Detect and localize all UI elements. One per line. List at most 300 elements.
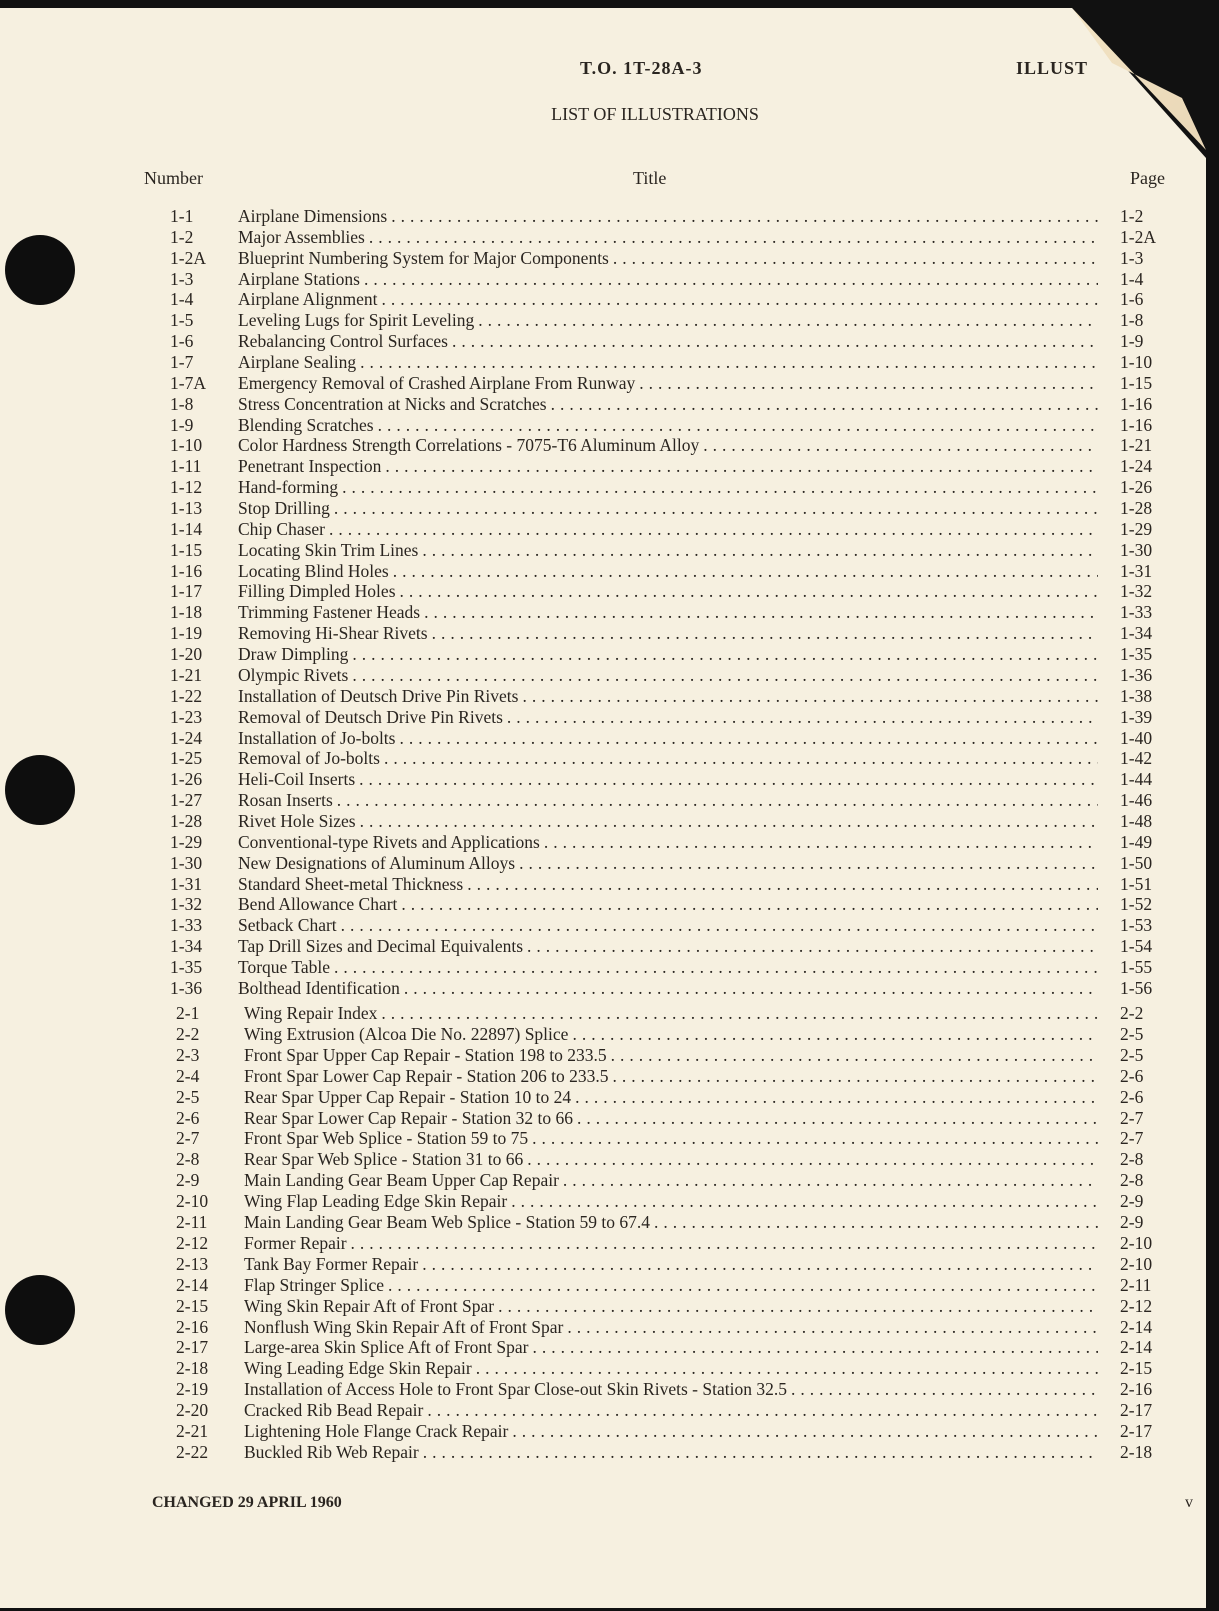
- figure-number: 1-16: [170, 560, 203, 581]
- figure-title: Front Spar Upper Cap Repair - Station 198 to 233.5: [244, 1044, 607, 1065]
- column-header-title: Title: [633, 168, 667, 188]
- figure-page: 1-55: [1120, 956, 1153, 977]
- figure-number: 1-3: [170, 268, 194, 289]
- figure-number: 1-25: [170, 748, 203, 769]
- figure-number: 1-23: [170, 706, 203, 727]
- figure-page: 2-7: [1120, 1128, 1144, 1149]
- figure-title: Rivet Hole Sizes: [238, 810, 356, 831]
- figure-page: 1-40: [1120, 727, 1153, 748]
- list-item: [176, 1296, 1170, 1317]
- list-item: [176, 1379, 1170, 1400]
- list-item: [176, 1233, 1170, 1254]
- figure-page: 1-50: [1120, 852, 1153, 873]
- leader-dots: [427, 1400, 1098, 1421]
- list-item: [170, 602, 1170, 623]
- figure-page: 1-15: [1120, 372, 1153, 393]
- figure-page: 1-42: [1120, 748, 1153, 769]
- figure-title: Rear Spar Lower Cap Repair - Station 32 to 66: [244, 1107, 574, 1128]
- figure-title: Torque Table: [238, 956, 330, 977]
- leader-dots: [422, 1254, 1098, 1275]
- list-item: [170, 874, 1170, 895]
- figure-number: 1-36: [170, 977, 203, 998]
- figure-page: 1-48: [1120, 810, 1153, 831]
- figure-page: 2-16: [1120, 1379, 1153, 1400]
- figure-title: Tap Drill Sizes and Decimal Equivalents: [238, 936, 524, 957]
- leader-dots: [527, 936, 1098, 957]
- list-item: [170, 289, 1170, 310]
- leader-dots: [360, 352, 1098, 373]
- list-item: [170, 915, 1170, 936]
- figure-number: 2-5: [176, 1086, 200, 1107]
- figure-title: Large-area Skin Splice Aft of Front Spar: [244, 1337, 529, 1358]
- list-item: [170, 456, 1170, 477]
- figure-number: 1-28: [170, 810, 203, 831]
- list-item: [170, 227, 1170, 248]
- figure-number: 2-11: [176, 1212, 208, 1232]
- figure-title: Trimming Fastener Heads: [238, 602, 421, 623]
- leader-dots: [498, 1296, 1098, 1317]
- leader-dots: [352, 644, 1098, 665]
- figure-title: Airplane Sealing: [238, 352, 357, 373]
- figure-number: 2-7: [176, 1128, 200, 1149]
- list-item: [176, 1400, 1170, 1421]
- figure-number: 1-2: [170, 226, 194, 247]
- figure-page: 1-38: [1120, 685, 1153, 706]
- leader-dots: [511, 1191, 1098, 1212]
- figure-title: Removal of Deutsch Drive Pin Rivets: [238, 706, 503, 727]
- figure-page: 1-9: [1120, 331, 1144, 352]
- figure-page: 1-46: [1120, 790, 1153, 811]
- leader-dots: [401, 894, 1098, 915]
- list-item: [176, 1108, 1170, 1129]
- figure-number: 1-29: [170, 831, 203, 852]
- figure-page: 1-35: [1120, 644, 1153, 665]
- figure-title: Locating Blind Holes: [238, 560, 389, 581]
- figure-number: 1-34: [170, 936, 203, 957]
- figure-number: 2-6: [176, 1107, 200, 1128]
- leader-dots: [369, 227, 1098, 248]
- leader-dots: [334, 957, 1098, 978]
- figure-number: 2-8: [176, 1149, 200, 1170]
- figure-number: 2-13: [176, 1253, 209, 1274]
- figure-title: Cracked Rib Bead Repair: [244, 1400, 424, 1421]
- figure-page: 2-15: [1120, 1358, 1153, 1379]
- figure-page: 1-24: [1120, 456, 1153, 477]
- list-item: [170, 623, 1170, 644]
- figure-page: 2-17: [1120, 1421, 1153, 1441]
- leader-dots: [654, 1212, 1098, 1233]
- leader-dots: [563, 1170, 1098, 1191]
- figure-title: Chip Chaser: [238, 518, 326, 539]
- leader-dots: [467, 874, 1098, 895]
- column-header-page: Page: [1130, 168, 1165, 188]
- list-item: [176, 1191, 1170, 1212]
- figure-page: 1-3: [1120, 247, 1144, 268]
- figure-page: 1-36: [1120, 664, 1153, 685]
- figure-title: Tank Bay Former Repair: [244, 1253, 419, 1274]
- change-note: CHANGED 29 APRIL 1960: [152, 1494, 342, 1511]
- leader-dots: [360, 811, 1098, 832]
- figure-page: 2-9: [1120, 1212, 1144, 1232]
- list-item: [170, 978, 1170, 999]
- figure-number: 2-2: [176, 1023, 200, 1044]
- leader-dots: [611, 1045, 1098, 1066]
- list-item: [170, 894, 1170, 915]
- figure-number: 1-33: [170, 915, 203, 936]
- figure-title: Removing Hi-Shear Rivets: [238, 623, 428, 644]
- list-item: [170, 435, 1170, 456]
- figure-title: Penetrant Inspection: [238, 456, 382, 477]
- list-item: [170, 853, 1170, 874]
- figure-title: Lightening Hole Flange Crack Repair: [244, 1421, 509, 1441]
- figure-title: Stress Concentration at Nicks and Scratches: [238, 393, 547, 414]
- figure-page: 1-56: [1120, 977, 1153, 998]
- leader-dots: [551, 394, 1098, 415]
- figure-page: 1-31: [1120, 560, 1153, 581]
- figure-title: Buckled Rib Web Repair: [244, 1441, 419, 1462]
- figure-title: Rear Spar Upper Cap Repair - Station 10 to 24: [244, 1086, 572, 1107]
- figure-number: 2-17: [176, 1337, 209, 1358]
- figure-page: 1-51: [1120, 873, 1153, 894]
- figure-title: Installation of Access Hole to Front Spar Close-out Skin Rivets - Station 32.5: [244, 1379, 787, 1400]
- list-item: [170, 707, 1170, 728]
- figure-title: Wing Leading Edge Skin Repair: [244, 1358, 472, 1379]
- figure-title: Former Repair: [244, 1232, 347, 1253]
- leader-dots: [381, 1003, 1098, 1024]
- figure-page: 1-34: [1120, 623, 1153, 644]
- leader-dots: [329, 519, 1098, 540]
- leader-dots: [384, 748, 1098, 769]
- figure-page: 1-39: [1120, 706, 1153, 727]
- figure-page: 1-2: [1120, 206, 1144, 226]
- list-item: [176, 1275, 1170, 1296]
- list-item: [170, 498, 1170, 519]
- list-item: [170, 394, 1170, 415]
- figure-page: 1-49: [1120, 831, 1153, 852]
- doc-number: T.O. 1T-28A-3: [580, 58, 703, 78]
- figure-title: Filling Dimpled Holes: [238, 581, 396, 602]
- figure-page: 2-7: [1120, 1107, 1144, 1128]
- leader-dots: [512, 1421, 1098, 1442]
- leader-dots: [519, 853, 1098, 874]
- figure-page: 1-44: [1120, 769, 1153, 790]
- figure-page: 2-14: [1120, 1316, 1153, 1337]
- figure-number: 2-12: [176, 1232, 209, 1253]
- list-item: [176, 1358, 1170, 1379]
- figure-title: Rebalancing Control Surfaces: [238, 331, 448, 352]
- figure-number: 1-5: [170, 310, 194, 331]
- figure-number: 1-30: [170, 852, 203, 873]
- leader-dots: [399, 728, 1098, 749]
- list-item: [170, 331, 1170, 352]
- figure-number: 1-6: [170, 331, 194, 352]
- figure-title: Main Landing Gear Beam Upper Cap Repair: [244, 1170, 559, 1191]
- list-item: [176, 1003, 1170, 1024]
- leader-dots: [341, 915, 1098, 936]
- figure-title: Nonflush Wing Skin Repair Aft of Front Spar: [244, 1316, 564, 1337]
- figure-number: 1-22: [170, 685, 203, 706]
- figure-number: 2-3: [176, 1044, 200, 1065]
- figure-title: Wing Flap Leading Edge Skin Repair: [244, 1191, 508, 1212]
- list-item: [176, 1149, 1170, 1170]
- list-item: [176, 1170, 1170, 1191]
- figure-title: Rear Spar Web Splice - Station 31 to 66: [244, 1149, 524, 1170]
- list-item: [170, 769, 1170, 790]
- figure-number: 1-14: [170, 518, 203, 539]
- figure-number: 1-18: [170, 602, 203, 623]
- list-item: [170, 644, 1170, 665]
- figure-page: 2-6: [1120, 1086, 1144, 1107]
- page-title: LIST OF ILLUSTRATIONS: [551, 104, 759, 124]
- figure-title: Draw Dimpling: [238, 644, 349, 665]
- figure-number: 2-14: [176, 1274, 209, 1295]
- leader-dots: [791, 1379, 1098, 1400]
- figure-number: 1-9: [170, 414, 194, 435]
- figure-page: 1-32: [1120, 581, 1153, 602]
- list-item: [176, 1254, 1170, 1275]
- figure-number: 1-2A: [170, 247, 206, 268]
- list-item: [170, 269, 1170, 290]
- list-item: [170, 790, 1170, 811]
- list-item: [176, 1337, 1170, 1358]
- punch-hole: [5, 235, 75, 305]
- leader-dots: [527, 1149, 1098, 1170]
- leader-dots: [532, 1128, 1098, 1149]
- list-item: [170, 665, 1170, 686]
- leader-dots: [703, 435, 1098, 456]
- figure-title: Stop Drilling: [238, 498, 330, 519]
- figure-title: Installation of Deutsch Drive Pin Rivets: [238, 685, 519, 706]
- list-item: [170, 748, 1170, 769]
- leader-dots: [613, 248, 1098, 269]
- figure-number: 1-20: [170, 644, 203, 665]
- figure-number: 1-1: [170, 206, 194, 226]
- figure-number: 1-19: [170, 623, 203, 644]
- figure-title: Main Landing Gear Beam Web Splice - Station 59 to 67.4: [244, 1212, 651, 1232]
- figure-number: 2-10: [176, 1191, 209, 1212]
- figure-title: Locating Skin Trim Lines: [238, 539, 419, 560]
- list-item: [170, 477, 1170, 498]
- figure-page: 1-54: [1120, 936, 1153, 957]
- leader-dots: [334, 498, 1098, 519]
- list-item: [176, 1421, 1170, 1442]
- leader-dots: [404, 978, 1098, 999]
- list-item: [170, 540, 1170, 561]
- list-item: [176, 1087, 1170, 1108]
- punch-hole: [5, 1275, 75, 1345]
- leader-dots: [452, 331, 1098, 352]
- figure-title: Bolthead Identification: [238, 977, 400, 998]
- figure-page: 2-11: [1120, 1274, 1152, 1295]
- figure-title: Major Assemblies: [238, 226, 365, 247]
- figure-number: 1-31: [170, 873, 203, 894]
- figure-page: 2-5: [1120, 1023, 1144, 1044]
- leader-dots: [572, 1024, 1098, 1045]
- figure-title: Wing Repair Index: [244, 1003, 378, 1023]
- list-item: [170, 936, 1170, 957]
- leader-dots: [424, 602, 1098, 623]
- figure-number: 1-11: [170, 456, 202, 477]
- leader-dots: [567, 1317, 1098, 1338]
- figure-page: 1-4: [1120, 268, 1144, 289]
- figure-number: 1-35: [170, 956, 203, 977]
- list-item: [176, 1045, 1170, 1066]
- figure-title: Bend Allowance Chart: [238, 894, 398, 915]
- figure-number: 2-15: [176, 1295, 209, 1316]
- figure-number: 2-4: [176, 1065, 200, 1086]
- leader-dots: [507, 707, 1098, 728]
- figure-title: Wing Extrusion (Alcoa Die No. 22897) Splice: [244, 1023, 569, 1044]
- list-item: [176, 1128, 1170, 1149]
- figure-title: Installation of Jo-bolts: [238, 727, 396, 748]
- leader-dots: [342, 477, 1098, 498]
- figure-number: 1-7A: [170, 372, 206, 393]
- leader-dots: [400, 581, 1099, 602]
- figure-page: 1-16: [1120, 414, 1153, 435]
- list-item: [176, 1212, 1170, 1233]
- figure-number: 1-17: [170, 581, 203, 602]
- figure-page: 1-10: [1120, 352, 1153, 373]
- figure-title: Leveling Lugs for Spirit Leveling: [238, 310, 475, 331]
- figure-number: 2-22: [176, 1441, 209, 1462]
- figure-number: 2-18: [176, 1358, 209, 1379]
- list-item: [170, 373, 1170, 394]
- figure-page: 2-8: [1120, 1170, 1144, 1191]
- figure-page: 1-21: [1120, 435, 1153, 456]
- leader-dots: [352, 665, 1098, 686]
- figure-number: 1-15: [170, 539, 203, 560]
- figure-number: 1-32: [170, 894, 203, 915]
- section-tab: ILLUST: [1016, 58, 1089, 78]
- figure-page: 2-2: [1120, 1003, 1144, 1023]
- list-item: [176, 1066, 1170, 1087]
- figure-title: Heli-Coil Inserts: [238, 769, 356, 790]
- figure-title: Removal of Jo-bolts: [238, 748, 380, 769]
- figure-number: 2-21: [176, 1421, 209, 1441]
- figure-page: 2-18: [1120, 1441, 1153, 1462]
- figure-number: 2-16: [176, 1316, 209, 1337]
- figure-number: 2-1: [176, 1003, 200, 1023]
- figure-title: Conventional-type Rivets and Applications: [238, 831, 540, 852]
- leader-dots: [432, 623, 1098, 644]
- figure-title: Rosan Inserts: [238, 790, 333, 811]
- leader-dots: [577, 1108, 1098, 1129]
- leader-dots: [388, 1275, 1098, 1296]
- page-number: v: [1185, 1494, 1193, 1511]
- figure-page: 1-30: [1120, 539, 1153, 560]
- figure-title: New Designations of Aluminum Alloys: [238, 852, 516, 873]
- figure-number: 1-26: [170, 769, 203, 790]
- figure-page: 2-10: [1120, 1232, 1153, 1253]
- figure-title: Wing Skin Repair Aft of Front Spar: [244, 1295, 495, 1316]
- figure-page: 1-8: [1120, 310, 1144, 331]
- figure-title: Hand-forming: [238, 477, 339, 498]
- figure-title: Airplane Alignment: [238, 289, 378, 310]
- figure-page: 1-52: [1120, 894, 1153, 915]
- list-item: [170, 415, 1170, 436]
- figure-title: Setback Chart: [238, 915, 337, 936]
- figure-page: 1-26: [1120, 477, 1153, 498]
- figure-page: 2-5: [1120, 1044, 1144, 1065]
- figure-title: Airplane Stations: [238, 268, 360, 289]
- leader-dots: [393, 561, 1098, 582]
- figure-number: 1-27: [170, 790, 203, 811]
- list-item: [170, 310, 1170, 331]
- list-item: [176, 1442, 1170, 1463]
- figure-page: 2-9: [1120, 1191, 1144, 1212]
- figure-page: 1-33: [1120, 602, 1153, 623]
- leader-dots: [478, 310, 1098, 331]
- list-item: [170, 686, 1170, 707]
- leader-dots: [532, 1337, 1098, 1358]
- figure-number: 1-10: [170, 435, 203, 456]
- list-item: [170, 832, 1170, 853]
- leader-dots: [476, 1358, 1098, 1379]
- list-item: [170, 811, 1170, 832]
- figure-number: 1-8: [170, 393, 194, 414]
- list-item: [170, 206, 1170, 227]
- punch-hole: [5, 755, 75, 825]
- figure-number: 1-4: [170, 289, 194, 310]
- figure-title: Standard Sheet-metal Thickness: [238, 873, 464, 894]
- list-item: [170, 561, 1170, 582]
- leader-dots: [544, 832, 1098, 853]
- leader-dots: [337, 790, 1098, 811]
- figure-page: 1-29: [1120, 518, 1153, 539]
- leader-dots: [423, 1442, 1098, 1463]
- list-item: [170, 728, 1170, 749]
- figure-number: 1-24: [170, 727, 203, 748]
- figure-title: Blueprint Numbering System for Major Components: [238, 247, 609, 268]
- figure-title: Emergency Removal of Crashed Airplane From Runway: [238, 372, 636, 393]
- leader-dots: [359, 769, 1098, 790]
- figure-title: Front Spar Web Splice - Station 59 to 75: [244, 1128, 529, 1149]
- list-item: [176, 1317, 1170, 1338]
- list-item: [170, 581, 1170, 602]
- figure-page: 2-10: [1120, 1253, 1153, 1274]
- leader-dots: [522, 686, 1098, 707]
- list-item: [170, 248, 1170, 269]
- figure-page: 1-6: [1120, 289, 1144, 310]
- figure-page: 1-16: [1120, 393, 1153, 414]
- column-header-number: Number: [144, 168, 203, 188]
- figure-number: 1-12: [170, 477, 203, 498]
- figure-title: Flap Stringer Splice: [244, 1274, 384, 1295]
- figure-number: 2-9: [176, 1170, 200, 1191]
- figure-page: 1-53: [1120, 915, 1153, 936]
- leader-dots: [422, 540, 1098, 561]
- figure-title: Blending Scratches: [238, 414, 374, 435]
- figure-number: 2-20: [176, 1400, 209, 1421]
- figure-page: 2-12: [1120, 1295, 1153, 1316]
- figure-page: 2-14: [1120, 1337, 1153, 1358]
- leader-dots: [391, 206, 1098, 227]
- list-item: [170, 519, 1170, 540]
- figure-number: 1-7: [170, 352, 194, 373]
- list-item: [176, 1024, 1170, 1045]
- figure-page: 2-6: [1120, 1065, 1144, 1086]
- leader-dots: [575, 1087, 1098, 1108]
- figure-page: 1-28: [1120, 498, 1153, 519]
- figure-page: 2-17: [1120, 1400, 1153, 1421]
- leader-dots: [639, 373, 1098, 394]
- figure-number: 1-21: [170, 664, 203, 685]
- leader-dots: [378, 415, 1098, 436]
- figure-title: Color Hardness Strength Correlations - 7075-T6 Aluminum Alloy: [238, 435, 700, 456]
- figure-title: Airplane Dimensions: [238, 206, 388, 226]
- figure-page: 2-8: [1120, 1149, 1144, 1170]
- leader-dots: [364, 269, 1098, 290]
